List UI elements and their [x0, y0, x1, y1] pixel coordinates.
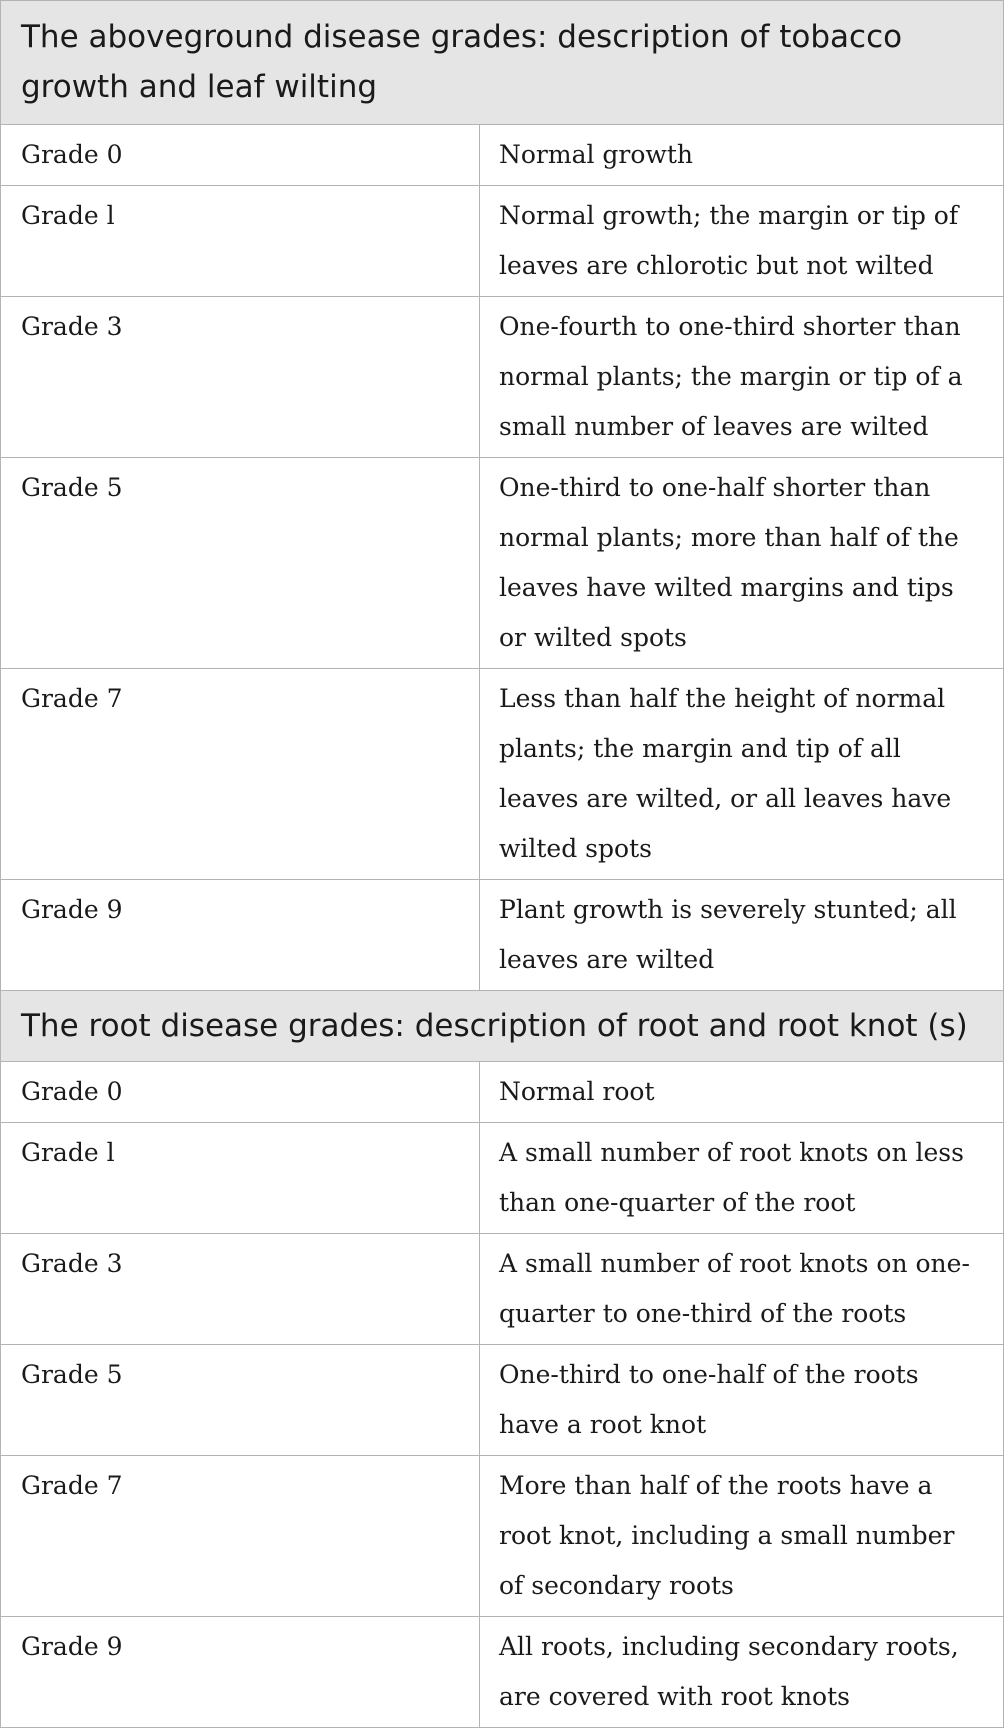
grade-cell: Grade 0 — [1, 1062, 480, 1123]
table-row — [1, 669, 1004, 880]
description-cell: Plant growth is severely stunted; all leaves are wilted — [480, 880, 1004, 991]
section-heading: The aboveground disease grades: description of tobacco growth and leaf wilting — [1, 1, 1004, 125]
table-row — [1, 297, 1004, 458]
description-cell: A small number of root knots on one-quarter to one-third of the roots — [480, 1234, 1004, 1345]
description-cell: All roots, including secondary roots, are covered with root knots — [480, 1617, 1004, 1728]
description-cell: Normal growth — [480, 125, 1004, 186]
description-cell: Normal root — [480, 1062, 1004, 1123]
description-cell: A small number of root knots on less than one-quarter of the root — [480, 1123, 1004, 1234]
table-row — [1, 880, 1004, 991]
description-cell: One-third to one-half of the roots have a root knot — [480, 1345, 1004, 1456]
table-row — [1, 1456, 1004, 1617]
section-header-aboveground — [1, 1, 1004, 125]
grade-cell: Grade 7 — [1, 669, 480, 880]
grade-cell: Grade l — [1, 186, 480, 297]
table-row — [1, 125, 1004, 186]
description-cell: One-third to one-half shorter than normal plants; more than half of the leaves have wilted margins and tips or wilted spots — [480, 458, 1004, 669]
table-row — [1, 458, 1004, 669]
table-row — [1, 1062, 1004, 1123]
grade-cell: Grade l — [1, 1123, 480, 1234]
grade-cell: Grade 3 — [1, 297, 480, 458]
grade-cell: Grade 9 — [1, 1617, 480, 1728]
section-heading: The root disease grades: description of root and root knot (s) — [1, 991, 1004, 1062]
grade-cell: Grade 0 — [1, 125, 480, 186]
grade-cell: Grade 7 — [1, 1456, 480, 1617]
description-cell: One-fourth to one-third shorter than normal plants; the margin or tip of a small number of leaves are wilted — [480, 297, 1004, 458]
table-row — [1, 1617, 1004, 1728]
table-row — [1, 1123, 1004, 1234]
description-cell: Normal growth; the margin or tip of leaves are chlorotic but not wilted — [480, 186, 1004, 297]
table-row — [1, 1234, 1004, 1345]
description-cell: Less than half the height of normal plants; the margin and tip of all leaves are wilted, or all leaves have wilted spots — [480, 669, 1004, 880]
grade-cell: Grade 5 — [1, 458, 480, 669]
table-row — [1, 186, 1004, 297]
description-cell: More than half of the roots have a root knot, including a small number of secondary roots — [480, 1456, 1004, 1617]
grade-cell: Grade 5 — [1, 1345, 480, 1456]
table-row — [1, 1345, 1004, 1456]
grade-cell: Grade 3 — [1, 1234, 480, 1345]
grade-cell: Grade 9 — [1, 880, 480, 991]
section-header-root — [1, 991, 1004, 1062]
